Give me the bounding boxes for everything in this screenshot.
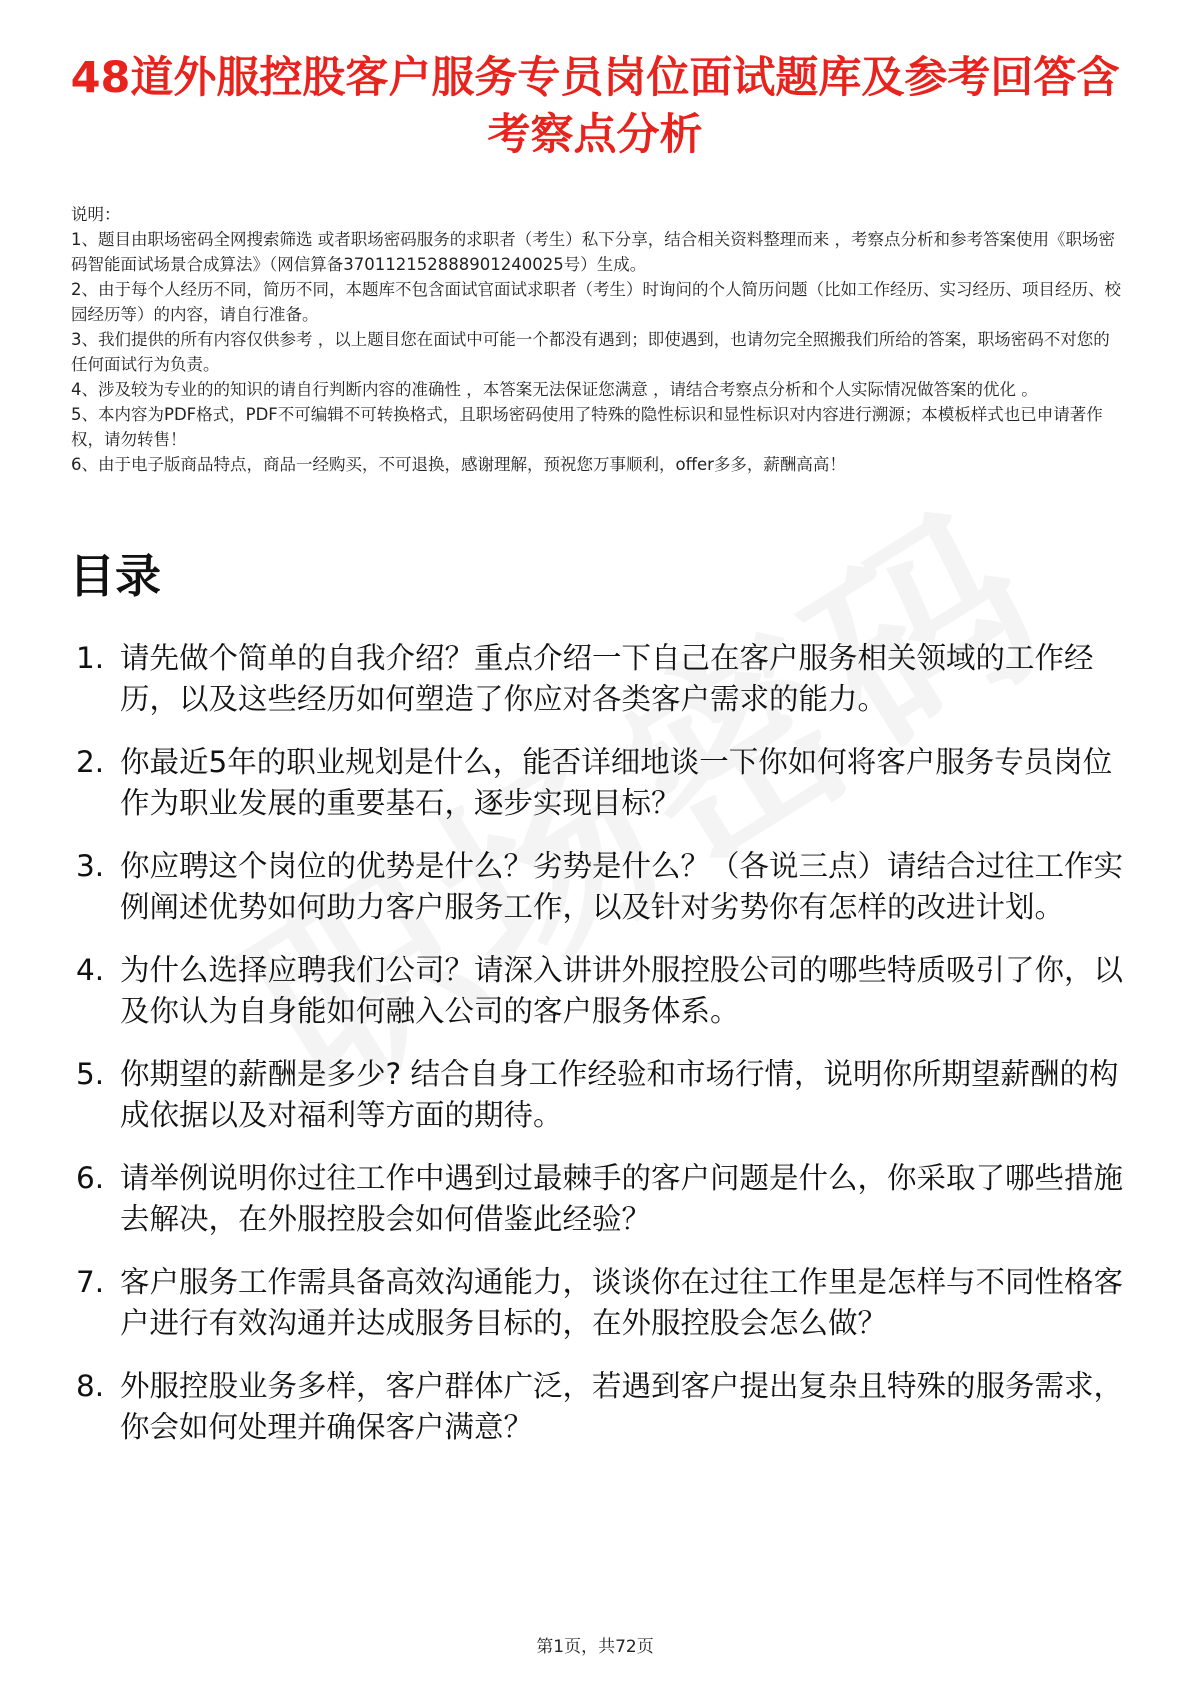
toc-item-number: 6. — [76, 1161, 105, 1195]
notes-section — [71, 202, 1121, 477]
toc-item[interactable] — [76, 1054, 1126, 1136]
toc-item-text: 你期望的薪酬是多少? 结合自身工作经验和市场行情，说明你所期望薪酬的构成依据以及对福利等方面的期待。 — [120, 1057, 1119, 1132]
toc-item-number: 1. — [76, 641, 105, 675]
toc-heading: 目录 — [69, 549, 161, 603]
notes-heading: 说明： — [71, 205, 121, 224]
toc-item-text: 外服控股业务多样，客户群体广泛，若遇到客户提出复杂且特殊的服务需求，你会如何处理并确保客户满意？ — [120, 1369, 1124, 1444]
document-title: 48道外服控股客户服务专员岗位面试题库及参考回答含考察点分析 — [70, 53, 1120, 160]
toc-item-text: 请先做个简单的自我介绍？重点介绍一下自己在客户服务相关领域的工作经历，以及这些经历如何塑造了你应对各类客户需求的能力。 — [120, 641, 1094, 716]
toc-item-number: 5. — [76, 1057, 105, 1091]
toc-item[interactable] — [76, 742, 1126, 824]
toc-list — [76, 638, 1126, 1470]
toc-item[interactable] — [76, 846, 1126, 928]
toc-item-number: 8. — [76, 1369, 105, 1403]
toc-item[interactable] — [76, 1366, 1126, 1448]
page-footer: 第1页，共72页 — [536, 1637, 654, 1657]
toc-item-text: 你应聘这个岗位的优势是什么？劣势是什么？（各说三点）请结合过往工作实例阐述优势如何助力客户服务工作，以及针对劣势你有怎样的改进计划。 — [120, 849, 1124, 924]
toc-item[interactable] — [76, 950, 1126, 1032]
toc-item[interactable] — [76, 638, 1126, 720]
note-item: 4、涉及较为专业的的知识的请自行判断内容的准确性 ，本答案无法保证您满意 ，请结合考察点分析和个人实际情况做答案的优化 。 — [71, 380, 1038, 399]
toc-item-text: 你最近5年的职业规划是什么，能否详细地谈一下你如何将客户服务专员岗位作为职业发展的重要基石，逐步实现目标？ — [120, 745, 1113, 820]
toc-item-text: 客户服务工作需具备高效沟通能力，谈谈你在过往工作里是怎样与不同性格客户进行有效沟通并达成服务目标的，在外服控股会怎么做？ — [120, 1265, 1124, 1340]
toc-item-number: 7. — [76, 1265, 105, 1299]
note-item: 3、我们提供的所有内容仅供参考 ，以上题目您在面试中可能一个都没有遇到；即使遇到，也请勿完全照搬我们所给的答案，职场密码不对您的任何面试行为负责。 — [71, 330, 1110, 374]
toc-item-text: 请举例说明你过往工作中遇到过最棘手的客户问题是什么，你采取了哪些措施去解决，在外服控股会如何借鉴此经验？ — [120, 1161, 1124, 1236]
note-item: 2、由于每个人经历不同，简历不同，本题库不包含面试官面试求职者（考生）时询问的个人简历问题（比如工作经历、实习经历、项目经历、校园经历等）的内容，请自行准备。 — [71, 280, 1121, 324]
toc-item-number: 2. — [76, 745, 105, 779]
toc-item-text: 为什么选择应聘我们公司？请深入讲讲外服控股公司的哪些特质吸引了你，以及你认为自身能如何融入公司的客户服务体系。 — [120, 953, 1124, 1028]
toc-item[interactable] — [76, 1262, 1126, 1344]
note-item: 5、本内容为PDF格式，PDF不可编辑不可转换格式，且职场密码使用了特殊的隐性标识和显性标识对内容进行溯源；本模板样式也已申请著作权，请勿转售！ — [71, 405, 1103, 449]
note-item: 1、题目由职场密码全网搜索筛选 或者职场密码服务的求职者（考生）私下分享，结合相关资料整理而来 ，考察点分析和参考答案使用《职场密码智能面试场景合成算法》（网信算备370112152888901240025号）生成。 — [71, 230, 1115, 274]
toc-item-number: 4. — [76, 953, 105, 987]
toc-item-number: 3. — [76, 849, 105, 883]
note-item: 6、由于电子版商品特点，商品一经购买，不可退换，感谢理解，预祝您万事顺利，offer多多，薪酬高高！ — [71, 455, 846, 474]
toc-item[interactable] — [76, 1158, 1126, 1240]
